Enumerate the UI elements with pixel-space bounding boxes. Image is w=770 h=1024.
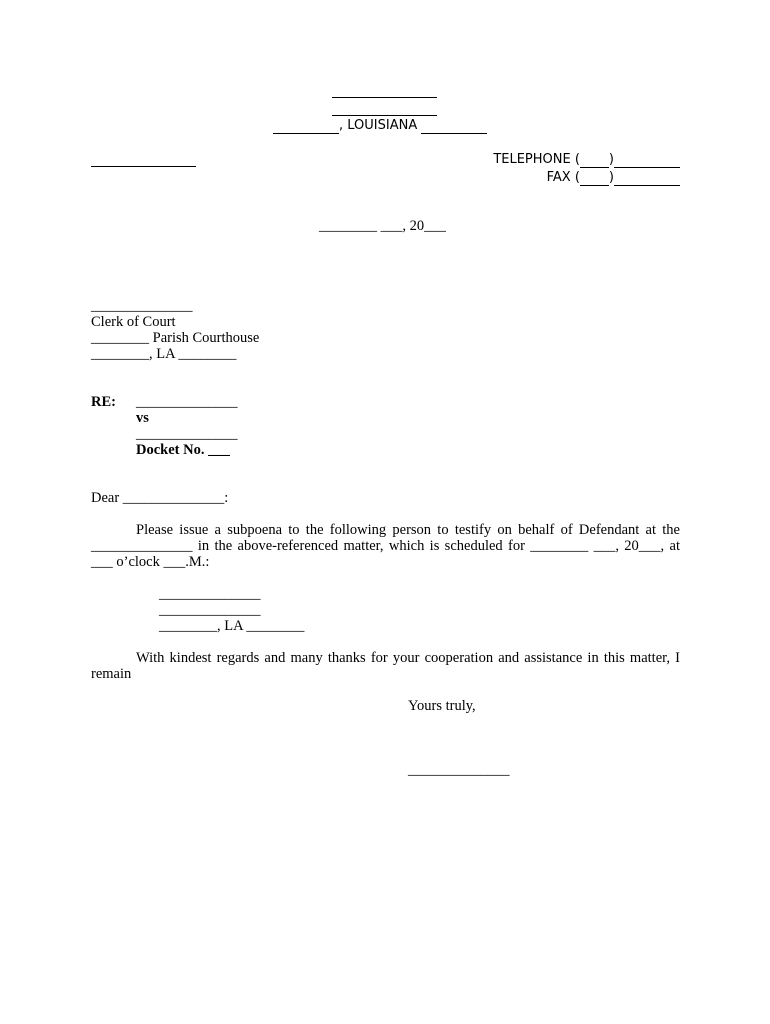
- recipient-city: ________, LA ________: [91, 346, 237, 362]
- fax-number-blank: [614, 170, 680, 186]
- city-blank: [273, 118, 339, 134]
- attorney-name-blank: [91, 166, 196, 167]
- body-paragraph-2: With kindest regards and many thanks for your cooperation and assistance in this matter, I remain: [91, 650, 680, 682]
- body-paragraph-1: Please issue a subpoena to the following person to testify on behalf of Defendant at the ______________ in the above-referenced matter, which is scheduled for ________ ___, 20___, at ___ o’clock ___.M.:: [91, 522, 680, 570]
- witness-name-blank: ______________: [159, 586, 261, 602]
- city-state-line: , LOUISIANA: [273, 118, 487, 134]
- zip-blank: [421, 118, 487, 134]
- telephone-area-code-blank: [580, 152, 609, 168]
- re-versus: vs: [136, 410, 149, 426]
- fax-line: FAX ( ): [547, 170, 680, 186]
- recipient-name-blank: ______________: [91, 298, 193, 314]
- fax-label: FAX (: [546, 170, 580, 185]
- re-party-1: ______________: [136, 394, 238, 410]
- telephone-line: TELEPHONE ( ): [493, 152, 680, 168]
- recipient-courthouse: ________ Parish Courthouse: [91, 330, 260, 346]
- telephone-label: TELEPHONE (: [493, 152, 580, 167]
- re-label: RE:: [91, 394, 116, 410]
- fax-area-code-blank: [580, 170, 609, 186]
- witness-address-blank: ______________: [159, 602, 261, 618]
- firm-address-blank: [332, 115, 437, 116]
- recipient-title: Clerk of Court: [91, 314, 176, 330]
- letter-date: ________ ___, 20___: [319, 218, 446, 234]
- re-docket-number: Docket No. ___: [136, 442, 230, 458]
- signature-blank: ______________: [408, 762, 510, 778]
- telephone-number-blank: [614, 152, 680, 168]
- witness-city: ________, LA ________: [159, 618, 305, 634]
- salutation: Dear ______________:: [91, 490, 229, 506]
- state-name: LOUISIANA: [347, 118, 418, 133]
- closing: Yours truly,: [408, 698, 476, 714]
- firm-name-blank: [332, 97, 437, 98]
- re-party-2: ______________: [136, 426, 238, 442]
